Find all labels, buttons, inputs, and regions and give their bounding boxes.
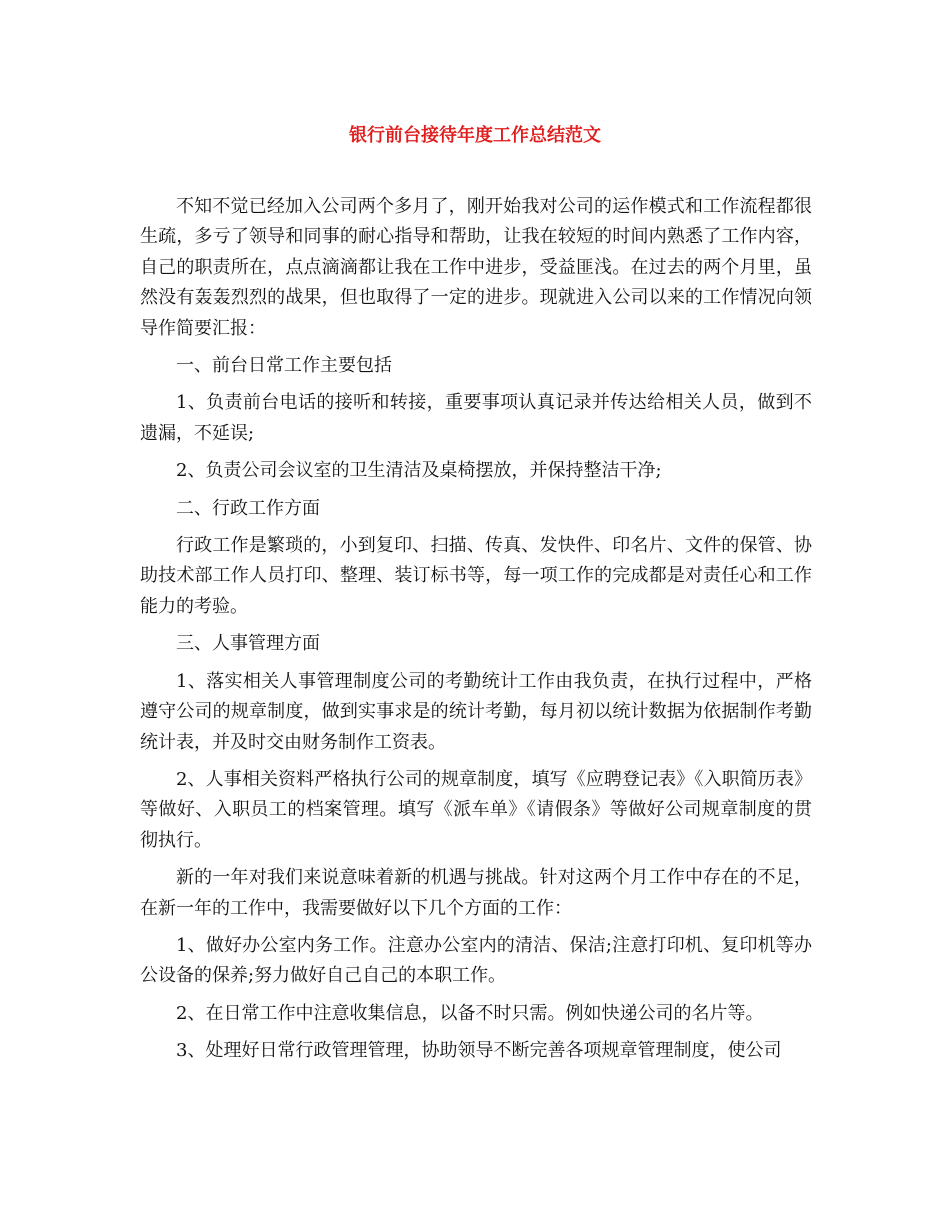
paragraph-item: 2、人事相关资料严格执行公司的规章制度，填写《应聘登记表》《入职简历表》等做好、入职员工的档案管理。填写《派车单》《请假条》等做好公司规章制度的贯彻执行。 xyxy=(140,768,812,851)
section-heading-hr: 三、人事管理方面 xyxy=(176,633,320,655)
paragraph-item: 1、落实相关人事管理制度公司的考勤统计工作由我负责，在执行过程中，严格遵守公司的规章制度，做到实事求是的统计考勤，每月初以统计数据为依据制作考勤统计表，并及时交由财务制作工资表。 xyxy=(140,670,812,753)
paragraph-item: 2、负责公司会议室的卫生清洁及桌椅摆放，并保持整洁干净; xyxy=(176,460,662,482)
paragraph-item: 1、负责前台电话的接听和转接，重要事项认真记录并传达给相关人员，做到不遗漏，不延误; xyxy=(140,392,812,444)
paragraph-new-year: 新的一年对我们来说意味着新的机遇与挑战。针对这两个月工作中存在的不足，在新一年的工作中，我需要做好以下几个方面的工作： xyxy=(140,867,812,919)
document-title: 银行前台接待年度工作总结范文 xyxy=(349,125,601,146)
paragraph-intro: 不知不觉已经加入公司两个多月了，刚开始我对公司的运作模式和工作流程都很生疏，多亏了领导和同事的耐心指导和帮助，让我在较短的时间内熟悉了工作内容，自己的职责所在，点点滴滴都让我在工作中进步，受益匪浅。在过去的两个月里，虽然没有轰轰烈烈的战果，但也取得了一定的进步。现就进入公司以来的工作情况向领导作简要汇报： xyxy=(140,196,812,339)
paragraph-item: 2、在日常工作中注意收集信息，以备不时只需。例如快递公司的名片等。 xyxy=(176,1002,764,1024)
document-body xyxy=(140,192,812,1074)
paragraph-item: 3、处理好日常行政管理管理，协助领导不断完善各项规章管理制度，使公司 xyxy=(176,1040,782,1062)
section-heading-front-desk: 一、前台日常工作主要包括 xyxy=(176,355,392,377)
section-heading-admin: 二、行政工作方面 xyxy=(176,497,320,519)
paragraph-item: 1、做好办公室内务工作。注意办公室内的清洁、保洁;注意打印机、复印机等办公设备的保养;努力做好自己自己的本职工作。 xyxy=(140,934,812,987)
paragraph-admin: 行政工作是繁琐的，小到复印、扫描、传真、发快件、印名片、文件的保管、协助技术部工作人员打印、整理、装订标书等，每一项工作的完成都是对责任心和工作能力的考验。 xyxy=(140,535,812,617)
